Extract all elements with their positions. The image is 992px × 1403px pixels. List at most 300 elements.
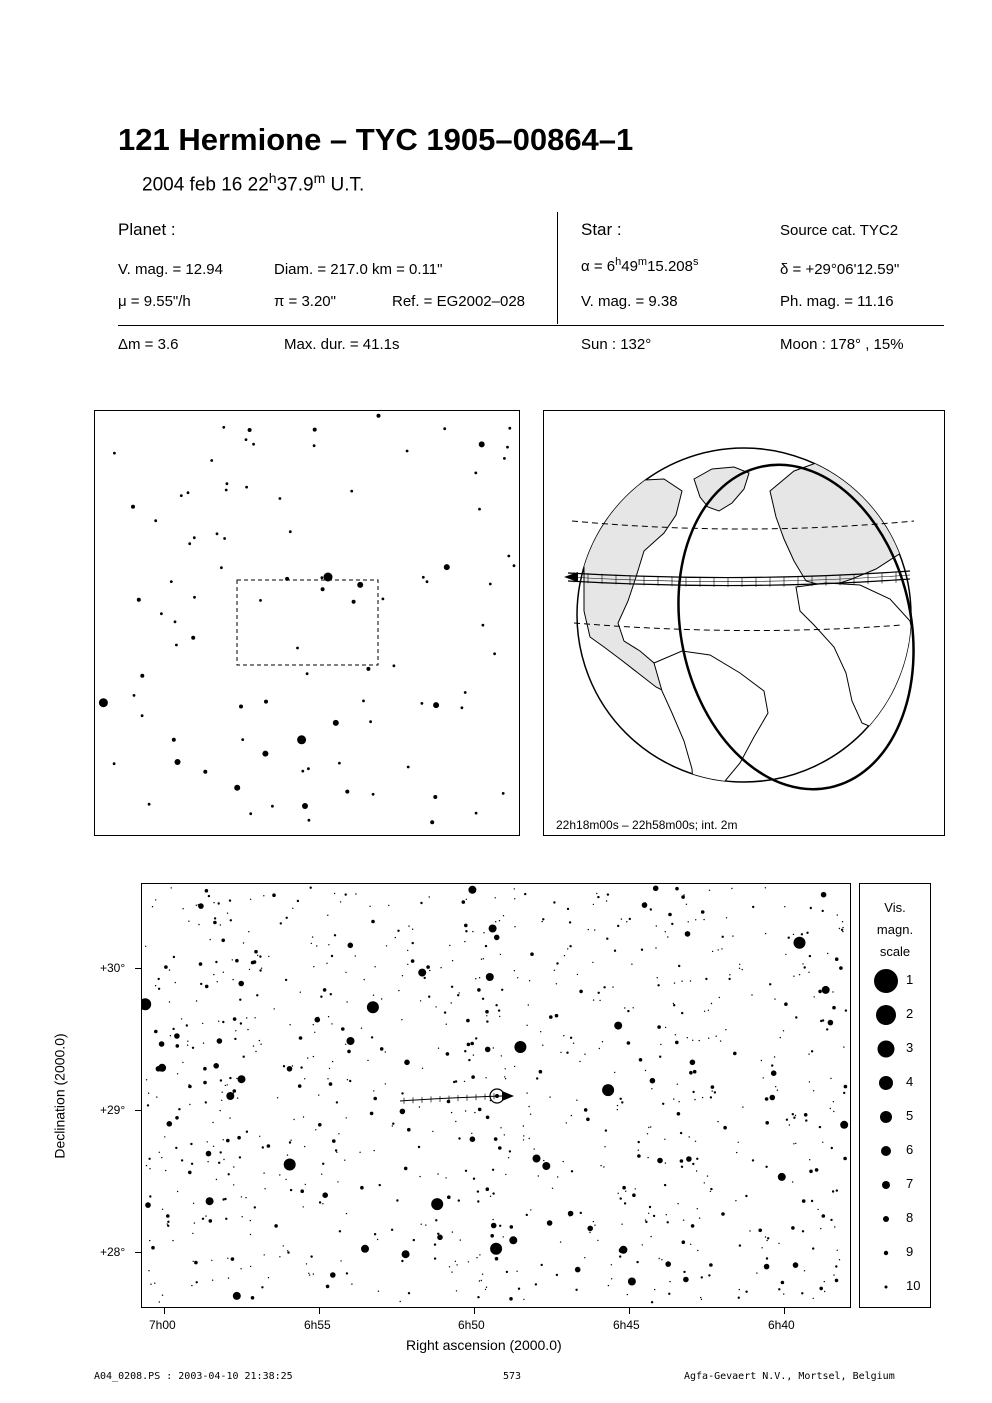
chart-star — [575, 1267, 581, 1273]
chart-star — [181, 1018, 182, 1019]
chart-star — [627, 1010, 629, 1012]
chart-star — [701, 1299, 702, 1300]
chart-star — [407, 964, 408, 965]
chart-star — [194, 1261, 198, 1265]
chart-star — [795, 1115, 796, 1116]
chart-star — [549, 1015, 553, 1019]
chart-star — [214, 917, 216, 919]
chart-star — [250, 899, 251, 900]
chart-star — [563, 1035, 564, 1036]
chart-star — [217, 981, 218, 982]
chart-star — [246, 1131, 248, 1133]
chart-star — [677, 1084, 678, 1085]
chart-star — [617, 1105, 618, 1106]
chart-star — [542, 1162, 550, 1170]
chart-star — [321, 1174, 322, 1175]
chart-star — [272, 893, 276, 897]
chart-star — [784, 906, 785, 907]
chart-star — [815, 1168, 819, 1172]
chart-star — [780, 1037, 781, 1038]
finder-star — [140, 674, 144, 678]
chart-star — [486, 1187, 490, 1191]
chart-star — [536, 1077, 538, 1079]
planet-vmag: V. mag. = 12.94 — [118, 261, 223, 278]
chart-star — [429, 970, 430, 971]
chart-star — [579, 990, 583, 994]
chart-star — [649, 1206, 651, 1208]
chart-star — [742, 969, 743, 970]
chart-star — [509, 1236, 517, 1244]
chart-star — [642, 1244, 643, 1245]
chart-star — [229, 899, 231, 901]
chart-star — [264, 1254, 265, 1255]
chart-star — [653, 886, 659, 892]
chart-star — [635, 1188, 636, 1189]
chart-star — [223, 972, 224, 973]
chart-star — [346, 1117, 347, 1118]
x-tick-6h40: 6h40 — [768, 1318, 795, 1332]
chart-star — [422, 1068, 423, 1069]
chart-star — [231, 1257, 235, 1261]
chart-star — [827, 953, 828, 954]
chart-star — [617, 1109, 618, 1110]
chart-star — [213, 1146, 214, 1147]
chart-star — [158, 978, 160, 980]
chart-star — [332, 1139, 336, 1143]
chart-star — [361, 1028, 362, 1029]
chart-star — [498, 1009, 500, 1011]
chart-star — [437, 1173, 438, 1174]
chart-star — [540, 1031, 541, 1032]
chart-star — [465, 1170, 467, 1172]
chart-star — [287, 1066, 293, 1072]
chart-star — [298, 1084, 302, 1088]
chart-star — [495, 1004, 497, 1006]
chart-star — [794, 937, 806, 949]
chart-star — [584, 1054, 585, 1055]
chart-star — [505, 1068, 506, 1069]
chart-star — [721, 1212, 725, 1216]
chart-star — [833, 1111, 834, 1112]
chart-star — [475, 978, 476, 979]
chart-star — [314, 1032, 315, 1033]
chart-star — [457, 994, 459, 996]
chart-star — [563, 1161, 564, 1162]
chart-star — [147, 1104, 149, 1106]
chart-star — [765, 1121, 769, 1125]
x-tick-6h55: 6h55 — [304, 1318, 331, 1332]
chart-star — [156, 1096, 157, 1097]
chart-star — [777, 1090, 778, 1091]
chart-star — [526, 1214, 528, 1216]
chart-star — [503, 915, 504, 916]
legend-title-line-3: scale — [879, 944, 911, 959]
chart-star — [419, 1176, 420, 1177]
chart-star — [669, 1281, 670, 1282]
chart-star — [633, 1007, 634, 1008]
chart-star — [523, 1139, 524, 1140]
chart-star — [681, 895, 685, 899]
chart-star — [210, 939, 211, 940]
chart-star — [347, 1050, 351, 1054]
info-divider-vertical — [557, 212, 558, 324]
chart-star — [624, 1007, 625, 1008]
finder-star — [172, 738, 176, 742]
chart-star — [254, 1017, 255, 1018]
chart-star — [311, 943, 312, 944]
x-tick-mark-6h55 — [319, 1308, 320, 1314]
chart-star — [625, 1191, 626, 1192]
chart-star — [446, 1024, 447, 1025]
chart-star — [286, 917, 288, 919]
chart-star — [766, 1257, 768, 1259]
chart-star — [783, 1030, 784, 1031]
chart-star — [193, 1203, 194, 1204]
chart-star — [614, 950, 616, 952]
chart-star — [239, 1156, 241, 1158]
finder-star — [489, 583, 492, 586]
chart-star — [429, 896, 430, 897]
chart-star — [268, 1277, 269, 1278]
chart-star — [492, 1219, 493, 1220]
y-axis-label: Declination (2000.0) — [51, 1033, 68, 1159]
chart-star — [309, 1274, 310, 1275]
chart-star — [783, 1293, 784, 1294]
finder-star — [175, 644, 178, 647]
chart-star — [742, 1106, 743, 1107]
chart-star — [668, 913, 672, 917]
globe-caption: 22h18m00s – 22h58m00s; int. 2m — [556, 818, 738, 832]
chart-star — [839, 928, 840, 929]
chart-star — [261, 968, 262, 969]
chart-star — [835, 1279, 839, 1283]
chart-star — [683, 1277, 689, 1283]
chart-star — [693, 1070, 697, 1074]
chart-star — [514, 888, 515, 889]
chart-star — [313, 1024, 314, 1025]
chart-star — [556, 962, 558, 964]
chart-star — [501, 989, 503, 991]
chart-star — [834, 1226, 835, 1227]
chart-star — [385, 1083, 386, 1084]
chart-star — [198, 903, 204, 909]
chart-star — [250, 1234, 251, 1235]
chart-star — [237, 1136, 241, 1140]
chart-star — [721, 948, 722, 949]
chart-star — [225, 1085, 226, 1086]
chart-star — [518, 1288, 520, 1290]
finder-star — [113, 762, 116, 765]
chart-star — [812, 1247, 814, 1249]
chart-star — [691, 1224, 695, 1228]
chart-star — [381, 998, 382, 999]
chart-star — [664, 1184, 666, 1186]
star-vmag: V. mag. = 9.38 — [581, 293, 678, 310]
chart-star — [495, 1257, 499, 1261]
chart-star — [495, 921, 496, 922]
finder-star — [362, 700, 365, 703]
chart-star — [205, 1101, 207, 1103]
chart-star — [677, 1112, 681, 1116]
chart-star — [735, 1200, 736, 1201]
chart-star — [651, 1088, 652, 1089]
x-tick-mark-7h00 — [164, 1308, 165, 1314]
chart-star — [568, 1211, 574, 1217]
chart-star — [446, 1052, 450, 1056]
chart-star — [575, 1289, 577, 1291]
chart-star — [205, 889, 209, 893]
chart-star — [154, 1030, 158, 1034]
chart-star — [680, 1132, 682, 1134]
chart-star — [809, 1159, 810, 1160]
chart-star — [843, 1157, 847, 1161]
chart-star — [355, 893, 356, 894]
chart-star — [218, 1021, 219, 1022]
finder-star — [297, 735, 306, 744]
chart-star — [499, 1016, 500, 1017]
chart-star — [665, 1027, 666, 1028]
chart-star — [662, 1103, 664, 1105]
chart-star — [756, 1272, 757, 1273]
chart-star — [482, 998, 484, 1000]
chart-star — [645, 1070, 646, 1071]
chart-star — [778, 1173, 786, 1181]
finder-star — [482, 624, 485, 627]
chart-star — [299, 1036, 303, 1040]
chart-star — [279, 1174, 280, 1175]
chart-star — [614, 1072, 615, 1073]
chart-star — [485, 1077, 486, 1078]
chart-star — [465, 930, 467, 932]
chart-star — [505, 1174, 506, 1175]
chart-star — [802, 1199, 806, 1203]
chart-star — [681, 1012, 683, 1014]
chart-star — [665, 1261, 671, 1267]
chart-star — [459, 992, 460, 993]
chart-star — [622, 1186, 626, 1190]
chart-star — [556, 1274, 558, 1276]
chart-star — [223, 1139, 224, 1140]
chart-star — [212, 1122, 213, 1123]
chart-star — [547, 1220, 553, 1226]
chart-star — [654, 1289, 655, 1290]
finder-star — [433, 795, 437, 799]
chart-star — [161, 1157, 162, 1158]
chart-star — [468, 886, 476, 894]
chart-star — [739, 1289, 740, 1290]
chart-star — [607, 893, 609, 895]
chart-star — [641, 949, 643, 951]
chart-star — [402, 975, 403, 976]
chart-star — [820, 1020, 822, 1022]
chart-star — [253, 1045, 254, 1046]
legend-dot-mag-4 — [879, 1076, 893, 1090]
chart-star — [483, 958, 484, 959]
chart-star — [193, 1261, 194, 1262]
chart-star — [280, 922, 282, 924]
chart-star — [500, 1127, 501, 1128]
chart-star — [761, 1060, 762, 1061]
chart-star — [175, 1116, 179, 1120]
chart-star — [327, 915, 328, 916]
chart-star — [708, 1038, 709, 1039]
chart-star — [438, 1048, 439, 1049]
chart-star — [830, 1108, 831, 1109]
chart-star — [771, 1064, 773, 1066]
chart-star — [490, 1196, 491, 1197]
chart-star — [650, 1126, 651, 1127]
chart-star — [159, 1301, 160, 1302]
chart-star — [489, 925, 497, 933]
chart-star — [475, 1037, 477, 1039]
chart-star — [182, 908, 183, 909]
chart-star — [154, 1283, 155, 1284]
chart-star — [552, 1188, 553, 1189]
chart-star — [528, 1004, 529, 1005]
chart-star — [566, 1122, 567, 1123]
chart-star — [402, 1250, 410, 1258]
chart-star — [164, 965, 168, 969]
chart-star — [460, 1239, 461, 1240]
chart-star — [725, 1029, 726, 1030]
chart-star — [680, 1159, 684, 1163]
chart-star — [167, 1221, 169, 1223]
chart-star — [207, 1141, 208, 1142]
finder-zoom-box — [237, 580, 378, 665]
chart-star — [667, 936, 668, 937]
chart-star — [704, 1182, 705, 1183]
chart-star — [530, 952, 534, 956]
chart-star — [243, 1056, 245, 1058]
chart-star — [523, 1125, 524, 1126]
y-tick-30: +30° — [100, 961, 126, 975]
chart-star — [554, 970, 555, 971]
chart-star — [688, 921, 689, 922]
chart-star — [603, 1166, 604, 1167]
chart-star — [471, 1133, 472, 1134]
chart-star — [196, 905, 197, 906]
chart-star — [501, 1055, 502, 1056]
planet-reference: Ref. = EG2002–028 — [392, 293, 526, 310]
chart-star — [392, 1123, 394, 1125]
chart-star — [165, 1170, 166, 1171]
finder-star — [306, 672, 309, 675]
magnitude-drop: Δm = 3.6 — [118, 336, 179, 353]
chart-star — [323, 988, 327, 992]
chart-star — [284, 1159, 296, 1171]
chart-star — [189, 1104, 190, 1105]
chart-star — [412, 942, 414, 944]
chart-star — [221, 939, 225, 943]
chart-star — [164, 1136, 165, 1137]
chart-star — [639, 1058, 643, 1062]
chart-star — [396, 1199, 398, 1201]
chart-star — [671, 923, 673, 925]
chart-star — [207, 1161, 208, 1162]
chart-star — [274, 1224, 278, 1228]
legend-label-mag-1: 1 — [906, 972, 914, 987]
chart-star — [793, 976, 794, 977]
chart-star — [650, 908, 652, 910]
finder-star — [223, 537, 226, 540]
chart-star — [340, 1260, 341, 1261]
chart-star — [731, 888, 732, 889]
chart-star — [176, 1044, 180, 1048]
chart-star — [560, 1241, 561, 1242]
chart-star — [401, 1260, 403, 1262]
chart-star — [752, 1159, 754, 1161]
chart-star — [192, 1047, 194, 1049]
finder-star — [377, 414, 381, 418]
chart-star — [304, 1078, 305, 1079]
chart-star — [233, 1184, 234, 1185]
chart-star — [232, 979, 233, 980]
chart-star — [675, 1034, 676, 1035]
chart-star — [710, 1188, 712, 1190]
y-tick-29: +29° — [100, 1103, 126, 1117]
planet-diameter: Diam. = 217.0 km = 0.11" — [274, 261, 443, 278]
chart-star — [695, 1141, 696, 1142]
chart-star — [683, 1220, 684, 1221]
chart-star — [689, 1136, 690, 1137]
chart-star — [339, 1230, 341, 1232]
chart-star — [530, 1209, 531, 1210]
chart-star — [182, 1062, 183, 1063]
chart-star — [188, 921, 189, 922]
chart-star — [509, 1150, 511, 1152]
chart-star — [242, 1216, 243, 1217]
chart-star — [371, 1036, 373, 1038]
chart-star — [824, 1291, 825, 1292]
chart-star — [228, 1277, 229, 1278]
chart-star — [690, 980, 691, 981]
legend-label-mag-9: 9 — [906, 1244, 914, 1259]
chart-star — [686, 1156, 692, 1162]
globe-canvas — [544, 411, 944, 835]
finder-star — [321, 576, 324, 579]
chart-star — [261, 1286, 263, 1288]
chart-star — [820, 1228, 821, 1229]
chart-star — [801, 933, 803, 935]
chart-star — [813, 1298, 814, 1299]
chart-star — [464, 924, 468, 928]
chart-star — [318, 1094, 319, 1095]
chart-star — [145, 946, 146, 947]
chart-star — [407, 950, 408, 951]
chart-star — [290, 1140, 291, 1141]
chart-star — [364, 979, 365, 980]
chart-star — [146, 1165, 147, 1166]
finder-star — [193, 536, 196, 539]
finder-star — [493, 652, 496, 655]
chart-star — [156, 1066, 162, 1072]
hour-unit: h — [268, 170, 277, 186]
alpha-s-unit: s — [692, 256, 699, 268]
chart-star — [602, 1041, 603, 1042]
chart-star — [592, 962, 593, 963]
chart-star — [211, 1260, 212, 1261]
legend-label-mag-2: 2 — [906, 1006, 914, 1021]
chart-star — [763, 1077, 764, 1078]
chart-star — [665, 931, 666, 932]
chart-star — [373, 995, 374, 996]
chart-star — [728, 978, 730, 980]
chart-star — [250, 1220, 251, 1221]
legend-dots — [860, 884, 930, 1307]
page-title: 121 Hermione – TYC 1905–00864–1 — [118, 122, 634, 157]
chart-star — [758, 1229, 762, 1233]
chart-star — [440, 967, 441, 968]
